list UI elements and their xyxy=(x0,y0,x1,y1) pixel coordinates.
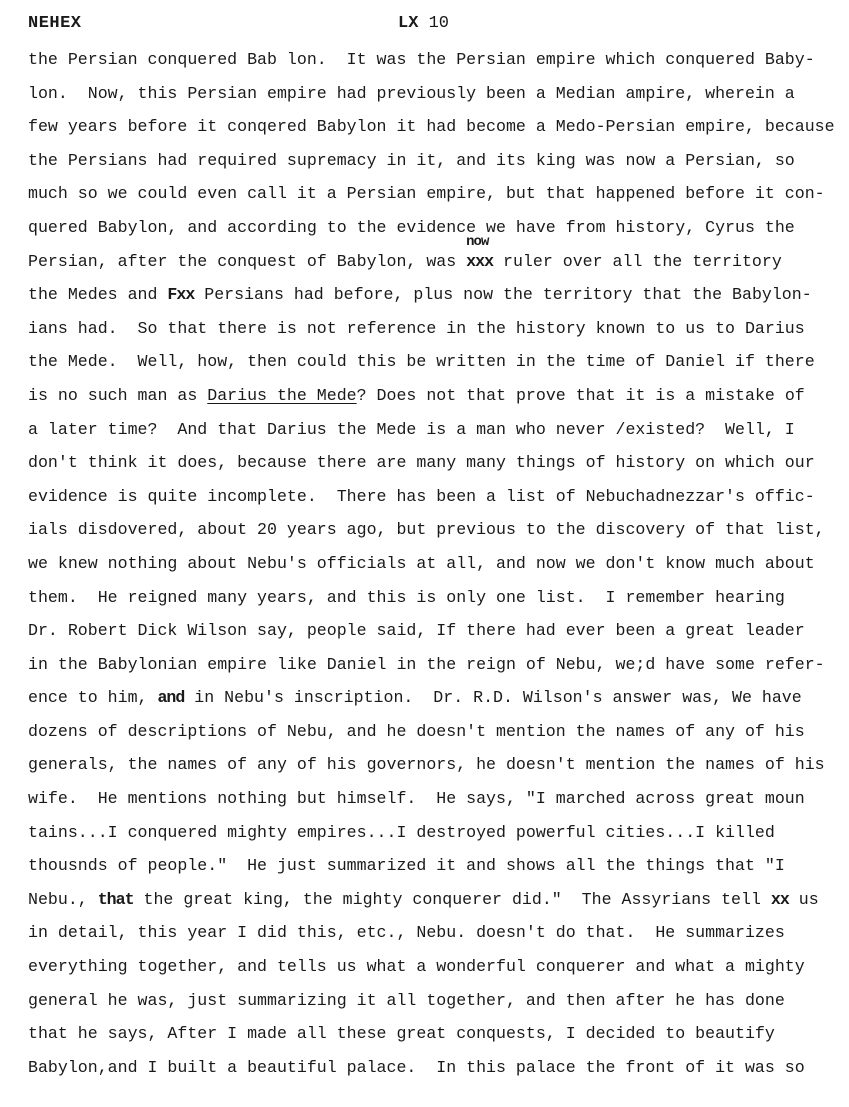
text-line: Dr. Robert Dick Wilson say, people said, If there had ever been a great leader xyxy=(28,621,805,641)
page-number xyxy=(398,14,449,33)
text-line: Babylon,and I built a beautiful palace. In this palace the front of it was so xyxy=(28,1057,805,1077)
text-segment: Persian, after the conquest of Babylon, was xyxy=(28,251,467,271)
overstruck-text: Fxx xyxy=(167,285,195,305)
text-line: don't think it does, because there are many many things of history on which our xyxy=(28,453,815,473)
text-segment: is no such man as xyxy=(28,385,208,405)
text-segment: the great king, the mighty conquerer did." The Assyrians tell xyxy=(133,889,771,909)
inserted-word: now xyxy=(466,233,489,250)
text-segment: ? Does not that prove that it is a mistake of xyxy=(356,385,805,405)
page-prefix: LX xyxy=(398,14,419,33)
text-line: that he says, After I made all these great conquests, I decided to beautify xyxy=(28,1024,775,1044)
text-line: evidence is quite incomplete. There has been a list of Nebuchadnezzar's offic- xyxy=(28,486,815,506)
body-text xyxy=(28,47,843,1088)
text-line: everything together, and tells us what a wonderful conquerer and what a mighty xyxy=(28,957,805,977)
text-line: ials disdovered, about 20 years ago, but previous to the discovery of that list, xyxy=(28,520,825,540)
text-line: few years before it conqered Babylon it had become a Medo-Persian empire, because xyxy=(28,117,835,137)
text-line: we knew nothing about Nebu's officials at all, and now we don't know much about xyxy=(28,553,815,573)
text-line xyxy=(28,233,843,283)
text-segment: the Medes and xyxy=(28,285,168,305)
text-line: thousnds of people." He just summarized it and shows all the things that "I xyxy=(28,856,785,876)
text-line: ians had. So that there is not reference in the history known to us to Darius xyxy=(28,318,805,338)
overstruck-text: that xyxy=(97,889,134,909)
text-line: the Persian conquered Bab lon. It was the Persian empire which conquered Baby- xyxy=(28,50,815,69)
text-line: the Persians had required supremacy in it, and its king was now a Persian, so xyxy=(28,150,795,170)
text-line: in the Babylonian empire like Daniel in the reign of Nebu, we;d have some refer- xyxy=(28,654,825,674)
text-line: dozens of descriptions of Nebu, and he doesn't mention the names of any of his xyxy=(28,721,805,741)
text-line: generals, the names of any of his governors, he doesn't mention the names of his xyxy=(28,755,825,775)
text-segment: Persians had before, plus now the territory that the Babylon- xyxy=(194,285,812,305)
text-segment: us xyxy=(788,889,819,909)
text-segment: in Nebu's inscription. Dr. R.D. Wilson's answer was, We have xyxy=(184,688,802,708)
text-line xyxy=(28,685,843,719)
overstruck-text: xxx now xyxy=(466,233,494,271)
page-number-value: 10 xyxy=(428,14,450,33)
text-line: much so we could even call it a Persian empire, but that happened before it con- xyxy=(28,184,825,204)
text-line: quered Babylon, and according to the evidence we have from history, Cyrus the xyxy=(28,217,795,237)
text-segment: ence to him, xyxy=(28,688,158,708)
text-line: wife. He mentions nothing but himself. He says, "I marched across great moun xyxy=(28,789,805,809)
overstruck-text: and xyxy=(157,688,185,708)
text-line: a later time? And that Darius the Mede is a man who never /existed? Well, I xyxy=(28,419,795,439)
text-line: them. He reigned many years, and this is only one list. I remember hearing xyxy=(28,587,785,607)
text-line xyxy=(28,887,843,921)
text-line: general he was, just summarizing it all together, and then after he has done xyxy=(28,990,785,1010)
header-label: NEHEX xyxy=(28,14,82,33)
underlined-text: Darius the Mede xyxy=(207,385,357,405)
text-line: in detail, this year I did this, etc., Nebu. doesn't do that. He summarizes xyxy=(28,923,785,943)
text-segment: Nebu., xyxy=(28,889,98,909)
text-line xyxy=(28,383,843,417)
text-segment: ruler over all the territory xyxy=(493,251,782,271)
text-line: tains...I conquered mighty empires...I destroyed powerful cities...I killed xyxy=(28,822,775,842)
text-line xyxy=(28,282,843,316)
text-line: the Mede. Well, how, then could this be written in the time of Daniel if there xyxy=(28,352,815,372)
text-line: lon. Now, this Persian empire had previously been a Median ampire, wherein a xyxy=(28,83,795,103)
overstruck-text: xx xyxy=(770,889,789,909)
